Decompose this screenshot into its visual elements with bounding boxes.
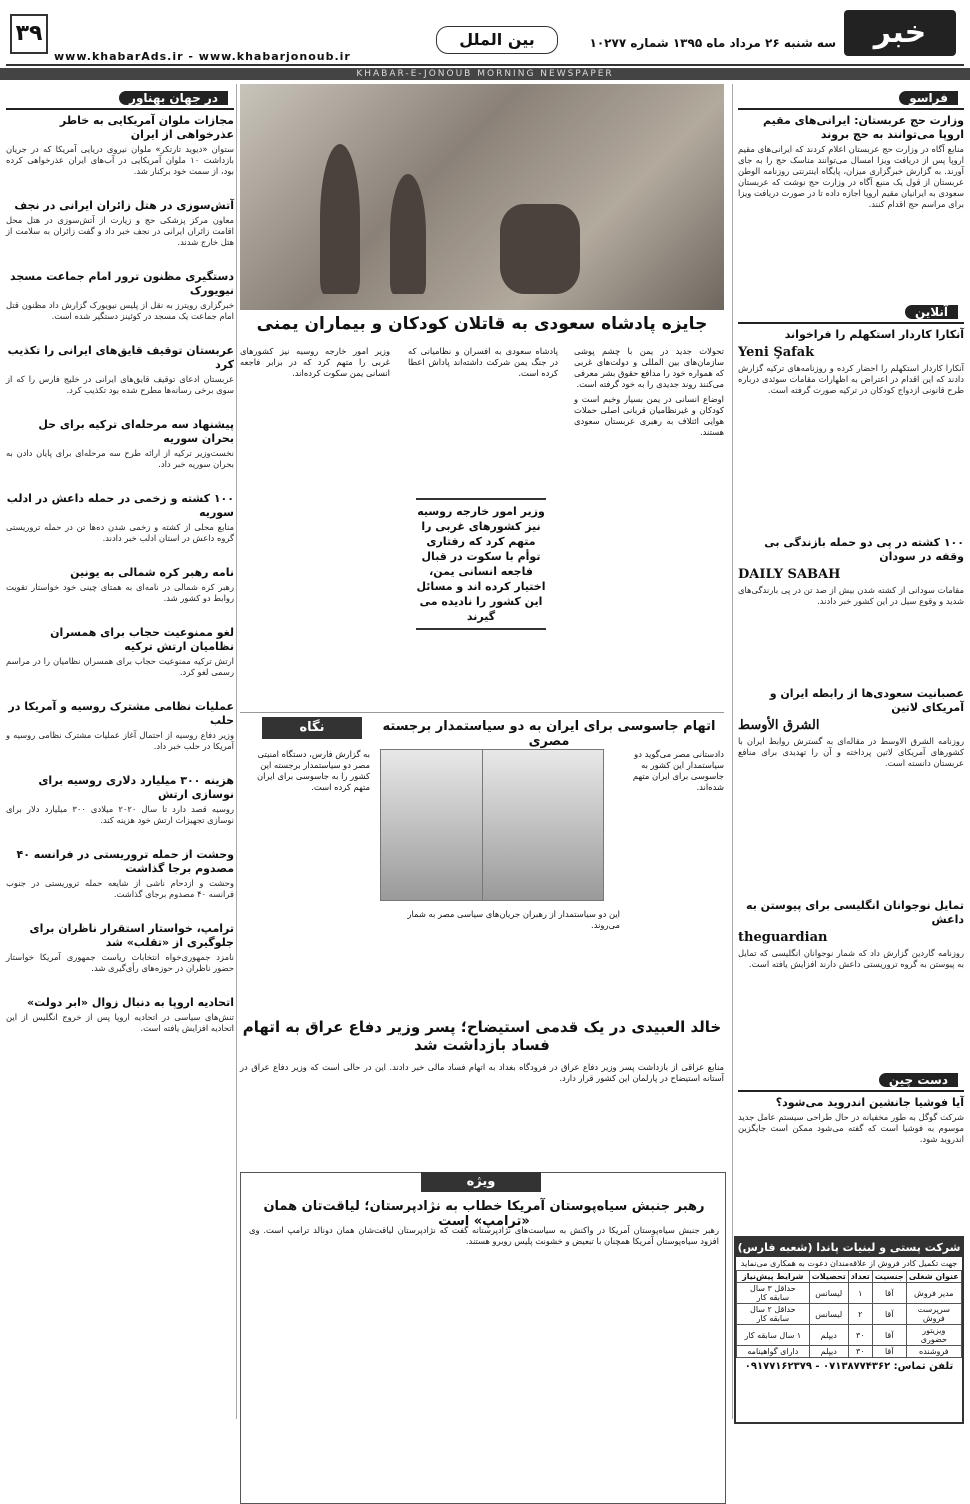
ad-table-cell: مدیر فروش bbox=[906, 1283, 961, 1304]
news-item-text: رهبر کره شمالی در نامه‌ای به همتای چینی خود خواستار تقویت روابط دو کشور شد. bbox=[6, 582, 234, 603]
news-item-text: ارتش ترکیه ممنوعیت حجاب برای همسران نظامیان را در مراسم رسمی لغو کرد. bbox=[6, 656, 234, 677]
page-number: ۳۹ bbox=[10, 14, 48, 54]
news-item bbox=[6, 492, 234, 544]
faraso-header: فراسو bbox=[738, 88, 964, 110]
online-article bbox=[738, 687, 964, 769]
news-item bbox=[6, 199, 234, 248]
article-text: شرکت گوگل به طور مخفیانه در حال طراحی سیستم عامل جدید موسوم به فوشیا است که گفته می‌شود ممکن است جایگزین اندروید شود. bbox=[738, 1112, 964, 1144]
english-name-bar: KHABAR-E-JONOUB MORNING NEWSPAPER bbox=[0, 68, 970, 80]
job-advertisement bbox=[734, 1236, 964, 1424]
ad-title: شرکت پستی و لبنیات پاندا (شعبه فارس) bbox=[736, 1238, 962, 1257]
ad-table-cell: ۳۰ bbox=[848, 1346, 872, 1358]
issue-date: سه شنبه ۲۶ مرداد ماه ۱۳۹۵ شماره ۱۰۲۷۷ bbox=[589, 36, 836, 50]
lead-headline[interactable]: جایزه پادشاه سعودی به قاتلان کودکان و بیماران یمنی bbox=[256, 314, 708, 334]
article-title[interactable]: آیا فوشیا جانشین اندروید می‌شود؟ bbox=[775, 1096, 964, 1109]
ad-table-row bbox=[737, 1325, 962, 1346]
source-logo: الشرق الأوسط bbox=[738, 718, 820, 733]
nogah-text: به گزارش فارس، دستگاه امنیتی مصر دو سیاستمدار برجسته این کشور را به جاسوسی برای ایران متهم کرده است. bbox=[257, 749, 370, 792]
source-logo: Yeni Şafak bbox=[738, 345, 815, 360]
nogah-col bbox=[614, 749, 724, 793]
news-item bbox=[6, 114, 234, 177]
ad-table-header: عنوان شغلی bbox=[906, 1271, 961, 1283]
news-item-text: ستوان «دیوید تارتکر» ملوان نیروی دریایی آمریکا که در جریان بازداشت ۱۰ ملوان آمریکایی در آب‌های ایران عذرخواهی کرده بود، از سمت خود برکنار شد. bbox=[6, 144, 234, 176]
vije-tag: ویژه bbox=[421, 1172, 541, 1192]
nogah-box bbox=[240, 712, 724, 1013]
article-text: روزنامه الشرق الاوسط در مقاله‌ای به گسترش روابط ایران با کشورهای آمریکای لاتین پرداخته و آن را تهدیدی برای منافع عربستان دانسته است. bbox=[738, 736, 964, 768]
news-item bbox=[6, 922, 234, 974]
vije-box bbox=[240, 1172, 726, 1504]
news-item-text: تنش‌های سیاسی در اتحادیه اروپا پس از خروج انگلیس از این اتحادیه افزایش یافته است. bbox=[6, 1012, 234, 1033]
vije-headline[interactable]: رهبر جنبش سیاه‌پوستان آمریکا خطاب به نژادپرستان؛ لیاقت‌تان همان «ترامپ» است bbox=[263, 1199, 705, 1229]
source-logo: theguardian bbox=[738, 930, 828, 945]
lead-paragraph: تحولات جدید در یمن با چشم پوشی سازمان‌های بین المللی و دولت‌های غربی که همواره خود را مدافع حقوق بشر معرفی می‌کنند روند جدیدی را به خود گرفته است. bbox=[574, 346, 724, 389]
ad-table-cell: دیپلم bbox=[809, 1325, 848, 1346]
ad-table-cell: آقا bbox=[872, 1304, 906, 1325]
column-divider bbox=[236, 84, 237, 1419]
ad-table-header: جنسیت bbox=[872, 1271, 906, 1283]
nogah-col bbox=[240, 749, 370, 793]
ad-table-row bbox=[737, 1304, 962, 1325]
lead-paragraph: اوضاع انسانی در یمن بسیار وخیم است و کودکان و غیرنظامیان قربانی اصلی حملات هوایی ائتلاف به رهبری عربستان سعودی هستند. bbox=[574, 394, 724, 437]
column-divider bbox=[732, 84, 733, 1419]
section-title: بین الملل bbox=[436, 26, 558, 54]
nogah-text: این دو سیاستمدار از رهبران جریان‌های سیاسی مصر به شمار می‌روند. bbox=[407, 909, 620, 930]
ad-table-cell: حداقل ۳ سال سابقه کار bbox=[737, 1283, 810, 1304]
article-text: منابع آگاه در وزارت حج عربستان اعلام کردند که ایرانی‌های مقیم اروپا پس از دریافت ویزا امسال می‌توانند مناسک حج را به جای آورند. به گزارش خبرگزاری میزان، پایگاه اینترنتی روزنامه الوطن عربستان از قول یک منبع آگاه در وزارت حج نوشت که عربستان سعودی به ایرانیان مقیم اروپا اجازه داده تا در صورت دریافت ویزا برای مراسم حج اقدام کنند. bbox=[738, 144, 964, 209]
article-title[interactable]: تمایل نوجوانان انگلیسی برای پیوستن به داعش bbox=[746, 899, 964, 926]
child-figure bbox=[390, 174, 426, 294]
left-section-header: در جهان بهناور bbox=[6, 88, 234, 110]
news-item-title[interactable]: عملیات نظامی مشترک روسیه و آمریکا در حلب bbox=[8, 700, 234, 727]
ad-table-cell: ۱ bbox=[848, 1283, 872, 1304]
news-item-title[interactable]: دستگیری مظنون ترور امام جماعت مسجد نیویورک bbox=[9, 270, 234, 297]
ad-table-header: شرایط پیش‌نیاز bbox=[737, 1271, 810, 1283]
news-item-title[interactable]: عربستان توقیف قایق‌های ایرانی را تکذیب کرد bbox=[7, 344, 234, 371]
ad-phone: تلفن تماس: ۰۷۱۳۸۷۷۴۳۶۲ - ۰۹۱۷۷۱۶۲۳۷۹ bbox=[744, 1361, 954, 1372]
news-item bbox=[6, 566, 234, 604]
pull-quote: وزیر امور خارجه روسیه نیز کشورهای غربی را متهم کرد که رفتاری توأم با سکوت در قبال فاجعه انسانی یمن، اختیار کرده اند و مسائل این کشور را نادیده می گیرند bbox=[416, 498, 546, 630]
news-item bbox=[6, 344, 234, 396]
nogah-headline[interactable]: اتهام جاسوسی برای ایران به دو سیاستمدار برجسته مصری bbox=[382, 719, 716, 749]
article-title[interactable]: ۱۰۰ کشته در پی دو حمله بازندگی بی وقفه در سودان bbox=[764, 536, 964, 563]
news-item-text: عربستان ادعای توقیف قایق‌های ایرانی در خلیج فارس را که از سوی برخی رسانه‌ها مطرح شده بود تکذیب کرد. bbox=[6, 374, 234, 395]
article-title[interactable]: عصبانیت سعودی‌ها از رابطه ایران و آمریکای لاتین bbox=[769, 687, 964, 714]
khaled-article bbox=[240, 1014, 724, 1084]
khaled-headline[interactable]: خالد العبیدی در یک قدمی استیضاح؛ پسر وزیر دفاع عراق به اتهام فساد بازداشت شد bbox=[242, 1018, 722, 1054]
source-logo: DAILY SABAH bbox=[738, 567, 841, 582]
newspaper-logo: خبر bbox=[844, 10, 956, 56]
online-article bbox=[738, 328, 964, 396]
news-item bbox=[6, 774, 234, 826]
ad-table-row bbox=[737, 1346, 962, 1358]
ad-table-cell: لیسانس bbox=[809, 1304, 848, 1325]
news-item bbox=[6, 848, 234, 900]
news-item bbox=[6, 418, 234, 470]
news-item-title[interactable]: مجازات ملوان آمریکایی به خاطر عذرخواهی از ایران bbox=[59, 114, 234, 141]
ad-table-cell: سرپرست فروش bbox=[906, 1304, 961, 1325]
news-item-title[interactable]: آتش‌سوزی در هتل زائران ایرانی در نجف bbox=[14, 199, 234, 212]
ad-table-header: تعداد bbox=[848, 1271, 872, 1283]
article-text: روزنامه گاردین گزارش داد که شمار نوجوانان انگلیسی که تمایل به پیوستن به گروه تروریستی داعش دارند افزایش یافته است. bbox=[738, 948, 964, 969]
ad-table-row bbox=[737, 1283, 962, 1304]
news-item-text: وزیر دفاع روسیه از احتمال آغاز عملیات مشترک نظامی روسیه و آمریکا در حلب خبر داد. bbox=[6, 730, 234, 751]
masthead bbox=[6, 6, 964, 66]
news-item-text: نخست‌وزیر ترکیه از ارائه طرح سه مرحله‌ای برای پایان دادن به بحران سوریه خبر داد. bbox=[6, 448, 234, 469]
news-item-title[interactable]: پیشنهاد سه مرحله‌ای ترکیه برای حل بحران سوریه bbox=[38, 418, 234, 445]
news-item-title[interactable]: وحشت از حمله تروریستی در فرانسه ۴۰ مصدوم برجا گذاشت bbox=[16, 848, 234, 875]
online-article bbox=[738, 536, 964, 607]
news-item bbox=[6, 996, 234, 1034]
news-item-title[interactable]: نامه رهبر کره شمالی به یونین bbox=[70, 566, 234, 579]
ad-table-cell: آقا bbox=[872, 1325, 906, 1346]
dast-chin-header: دست چین bbox=[738, 1070, 964, 1092]
article-title[interactable]: آنکارا کاردار استکهلم را فراخواند bbox=[784, 328, 964, 341]
middle-column bbox=[240, 84, 724, 1419]
ad-table-cell: فروشنده bbox=[906, 1346, 961, 1358]
khaled-text: منابع عراقی از بازداشت پسر وزیر دفاع عراق در فرودگاه بغداد به اتهام فساد مالی خبر دادند. این در حالی است که وزیر دفاع عراق در آستانه استیضاح در پارلمان این کشور قرار دارد. bbox=[240, 1062, 724, 1083]
news-item-title[interactable]: ترامپ، خواستار استقرار ناظران برای جلوگیری از «تقلب» شد bbox=[29, 922, 234, 949]
news-item bbox=[6, 700, 234, 752]
lead-photo bbox=[240, 84, 724, 310]
ad-table-cell: آقا bbox=[872, 1283, 906, 1304]
child-figure bbox=[320, 144, 360, 294]
lead-article-body bbox=[240, 346, 724, 711]
website-links[interactable]: www.khabarAds.ir - www.khabarjonoub.ir bbox=[54, 50, 351, 63]
news-item-title[interactable]: لغو ممنوعیت حجاب برای همسران نظامیان ارتش ترکیه bbox=[50, 626, 234, 653]
ad-table-cell: ۲ bbox=[848, 1304, 872, 1325]
news-item bbox=[6, 270, 234, 322]
lead-col bbox=[574, 346, 724, 442]
news-item-text: منابع محلی از کشته و زخمی شدن ده‌ها تن در حمله تروریستی گروه داعش در استان ادلب خبر دادند. bbox=[6, 522, 234, 543]
news-item bbox=[6, 626, 234, 678]
ad-table-cell: حداقل ۲ سال سابقه کار bbox=[737, 1304, 810, 1325]
left-column bbox=[6, 84, 234, 1056]
article-title[interactable]: وزارت حج عربستان: ایرانی‌های مقیم اروپا می‌توانند به حج بروند bbox=[762, 114, 964, 141]
ad-table-cell: آقا bbox=[872, 1346, 906, 1358]
news-item-text: خبرگزاری رویترز به نقل از پلیس نیویورک گزارش داد مظنون قتل امام جماعت یک مسجد در کوئینز دستگیر شده است. bbox=[6, 300, 234, 321]
ad-table-cell: دیپلم bbox=[809, 1346, 848, 1358]
lead-col bbox=[408, 346, 558, 383]
lead-paragraph: پادشاه سعودی به افسران و نظامیانی که در جنگ یمن شرکت داشته‌اند پاداش اعطا کرده است. bbox=[408, 346, 558, 378]
left-news-list bbox=[6, 114, 234, 1034]
online-header: آنلاین bbox=[738, 302, 964, 324]
news-item-text: روسیه قصد دارد تا سال ۲۰۲۰ میلادی ۳۰۰ میلیارد دلار برای نوسازی تجهیزات ارتش خود هزینه کند. bbox=[6, 804, 234, 825]
ad-table-cell: دارای گواهینامه bbox=[737, 1346, 810, 1358]
ad-table-cell: لیسانس bbox=[809, 1283, 848, 1304]
nogah-col bbox=[380, 909, 620, 931]
vije-body bbox=[249, 1225, 719, 1247]
vije-text: رهبر جنبش سیاه‌پوستان آمریکا در واکنش به سیاست‌های نژادپرستانه گفت که نژادپرستان لیاقت‌شان همان دونالد ترامپ است. وی افزود سیاه‌پوستان آمریکا همچنان با تبعیض و خشونت پلیس روبرو هستند. bbox=[249, 1225, 719, 1246]
ad-subtitle: جهت تکمیل کادر فروش از علاقه‌مندان دعوت به همکاری می‌نماید bbox=[740, 1259, 958, 1268]
nogah-text: دادستانی مصر می‌گوید دو سیاستمدار این کشور به جاسوسی برای ایران متهم شده‌اند. bbox=[632, 749, 724, 792]
news-item-text: نامزد جمهوری‌خواه انتخابات ریاست جمهوری آمریکا خواستار حضور ناظران در حوزه‌های رأی‌گیری شد. bbox=[6, 952, 234, 973]
online-article bbox=[738, 899, 964, 970]
ad-table-cell: ۱ سال سابقه کار bbox=[737, 1325, 810, 1346]
news-item-title[interactable]: اتحادیه اروپا به دنبال زوال «ابر دولت» bbox=[26, 996, 234, 1009]
article-text: آنکارا کاردار استکهلم را احضار کرده و روزنامه‌های ترکیه گزارش دادند که این اقدام در اعتراض به اظهارات مقامات سوئدی درباره طرح قانونی ازدواج کودکان در ترکیه صورت گرفته است. bbox=[738, 363, 964, 395]
dast-chin-article bbox=[738, 1096, 964, 1145]
lead-paragraph: وزیر امور خارجه روسیه نیز کشورهای غربی را متهم کرد که در برابر فاجعه انسانی یمن سکوت کرده‌اند. bbox=[240, 346, 390, 378]
news-item-text: وحشت و ازدحام ناشی از شایعه حمله تروریستی در جنوب فرانسه ۴۰ مصدوم برجای گذاشت. bbox=[6, 878, 234, 899]
news-item-title[interactable]: ۱۰۰ کشته و زخمی در حمله داعش در ادلب سوریه bbox=[6, 492, 234, 519]
ad-table-cell: ویزیتور حضوری bbox=[906, 1325, 961, 1346]
ad-table bbox=[736, 1270, 962, 1358]
faraso-article bbox=[738, 114, 964, 210]
portrait-photo bbox=[482, 749, 604, 901]
ad-table-header: تحصیلات bbox=[809, 1271, 848, 1283]
ad-table-cell: ۳۰ bbox=[848, 1325, 872, 1346]
news-item-text: معاون مرکز پزشکی حج و زیارت از آتش‌سوزی در هتل محل اقامت زائران ایرانی در نجف خبر داد و گفت زائران به سلامت از هتل خارج شدند. bbox=[6, 215, 234, 247]
lead-col bbox=[240, 346, 390, 383]
nogah-badge: نگاه bbox=[262, 717, 362, 739]
right-column bbox=[738, 84, 964, 1151]
article-text: مقامات سودانی از کشته شدن بیش از صد تن در پی بارندگی‌های شدید و وقوع سیل در این کشور خبر دادند. bbox=[738, 585, 964, 606]
wheelchair-shape bbox=[500, 204, 580, 294]
news-item-title[interactable]: هزینه ۳۰۰ میلیارد دلاری روسیه برای نوسازی ارتش bbox=[38, 774, 234, 801]
